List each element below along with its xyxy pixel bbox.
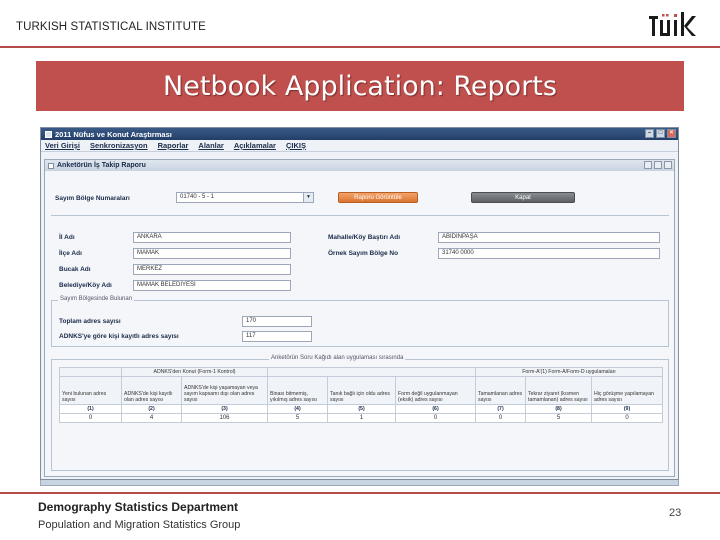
field-label: Mahalle/Köy Baştırı Adı: [328, 234, 400, 241]
column-header: Hiç görüşme yapılamayan adres sayısı: [592, 377, 663, 405]
column-header: Tanık bağlı için oldu adres sayısı: [328, 377, 396, 405]
report-titlebar[interactable]: [45, 160, 674, 171]
column-header: ADNKS'de kişi yaşamayan veya sayım kapsamı dışı olan adres sayısı: [182, 377, 268, 405]
menu-raporlar[interactable]: Raporlar: [157, 141, 189, 150]
footer-divider: [0, 492, 720, 494]
field-label: İl Adı: [59, 234, 75, 241]
app-icon: [45, 131, 52, 138]
total-address-field[interactable]: 170: [242, 316, 312, 327]
census-area-combo[interactable]: [176, 192, 314, 203]
column-number: (9): [592, 405, 663, 414]
table-cell: 106: [182, 414, 268, 423]
frame-minimize-icon[interactable]: [644, 161, 652, 169]
table-cell: 0: [60, 414, 122, 423]
app-window: [40, 127, 679, 480]
menu-cikis[interactable]: ÇIKIŞ: [285, 141, 306, 150]
belediye-field[interactable]: MAMAK BELEDİYESİ: [133, 280, 291, 291]
frame-close-icon[interactable]: [664, 161, 672, 169]
column-number: (6): [396, 405, 476, 414]
tuik-logo: [648, 10, 702, 38]
column-header: Tamamlanan adres sayısı: [476, 377, 526, 405]
close-icon[interactable]: ×: [667, 129, 676, 138]
report-frame: [44, 159, 675, 477]
page-number: 23: [669, 507, 682, 519]
view-report-button[interactable]: Raporu Görüntüle: [338, 192, 418, 203]
maximize-icon[interactable]: □: [656, 129, 665, 138]
window-titlebar[interactable]: [41, 128, 678, 140]
frame-maximize-icon[interactable]: [654, 161, 662, 169]
minimize-icon[interactable]: –: [645, 129, 654, 138]
sample-area-field[interactable]: 31740 0000: [438, 248, 660, 259]
column-number: (2): [122, 405, 182, 414]
table-cell: 0: [592, 414, 663, 423]
table-row: [60, 414, 663, 423]
group-title: Anketörün Soru Kağıdı alan uygulaması sırasında: [271, 355, 404, 361]
il-field[interactable]: ANKARA: [133, 232, 291, 243]
column-header: ADNKS'de kişi kayıtlı olan adres sayısı: [122, 377, 182, 405]
results-table: [59, 367, 663, 423]
field-label: İlçe Adı: [59, 250, 82, 257]
super-header: Form-A'(1) Form-A/Form-D uygulamaları: [476, 368, 663, 377]
title-banner: [36, 61, 684, 111]
column-header: Form değil uygulanmayan (eksik) adres sayısı: [396, 377, 476, 405]
column-number: (1): [60, 405, 122, 414]
menu-bar: [41, 140, 678, 152]
department-name: Demography Statistics Department: [38, 500, 239, 514]
ilce-field[interactable]: MAMAK: [133, 248, 291, 259]
column-number: (5): [328, 405, 396, 414]
column-header: Yeni bulunan adres sayısı: [60, 377, 122, 405]
window-title: 2011 Nüfus ve Konut Araştırması: [55, 129, 172, 139]
table-cell: 4: [122, 414, 182, 423]
bucak-field[interactable]: MERKEZ: [133, 264, 291, 275]
column-number: (7): [476, 405, 526, 414]
status-bar: [40, 480, 679, 486]
column-number: (4): [268, 405, 328, 414]
table-row: [60, 368, 663, 377]
org-name: TURKISH STATISTICAL INSTITUTE: [16, 21, 206, 33]
group-name: Population and Migration Statistics Group: [38, 519, 241, 531]
super-header: ADNKS'den Konut (Form-1 Kontrol): [122, 368, 268, 377]
field-label: Örnek Sayım Bölge No: [328, 250, 399, 257]
table-cell: 1: [328, 414, 396, 423]
header-divider: [0, 46, 720, 48]
table-cell: 5: [268, 414, 328, 423]
column-header: Tekrar ziyaret (kısmen tamamlanan) adres sayısı: [526, 377, 592, 405]
menu-aciklamalar[interactable]: Açıklamalar: [233, 141, 276, 150]
menu-senkronizasyon[interactable]: Senkronizasyon: [90, 141, 148, 150]
menu-veri-girisi[interactable]: Veri Girişi: [45, 141, 81, 150]
table-cell: 0: [476, 414, 526, 423]
summary-label: Toplam adres sayısı: [59, 318, 121, 325]
report-title: Anketörün İş Takip Raporu: [57, 162, 146, 169]
combo-label: Sayım Bölge Numaraları: [55, 195, 130, 202]
field-label: Belediye/Köy Adı: [59, 282, 112, 289]
table-cell: 0: [396, 414, 476, 423]
column-number: (3): [182, 405, 268, 414]
divider: [51, 215, 669, 216]
table-row: [60, 405, 663, 414]
group-title: Sayım Bölgesinde Bulunan: [60, 296, 133, 302]
chevron-down-icon[interactable]: ▼: [303, 193, 313, 202]
summary-label: ADNKS'ye göre kişi kayıtlı adres sayısı: [59, 333, 179, 340]
slide-title: Netbook Application: Reports: [163, 70, 557, 102]
frame-icon: [48, 163, 54, 169]
close-button[interactable]: Kapat: [471, 192, 575, 203]
column-number: (8): [526, 405, 592, 414]
menu-alanlar[interactable]: Alanlar: [198, 141, 224, 150]
combo-value: 01740 - 5 - 1: [180, 194, 215, 200]
registered-address-field[interactable]: 117: [242, 331, 312, 342]
field-label: Bucak Adı: [59, 266, 91, 273]
table-row: [60, 377, 663, 405]
column-header: Binası bitmemiş, yıkılmış adres sayısı: [268, 377, 328, 405]
mahalle-field[interactable]: ABİDİNPAŞA: [438, 232, 660, 243]
table-cell: 5: [526, 414, 592, 423]
